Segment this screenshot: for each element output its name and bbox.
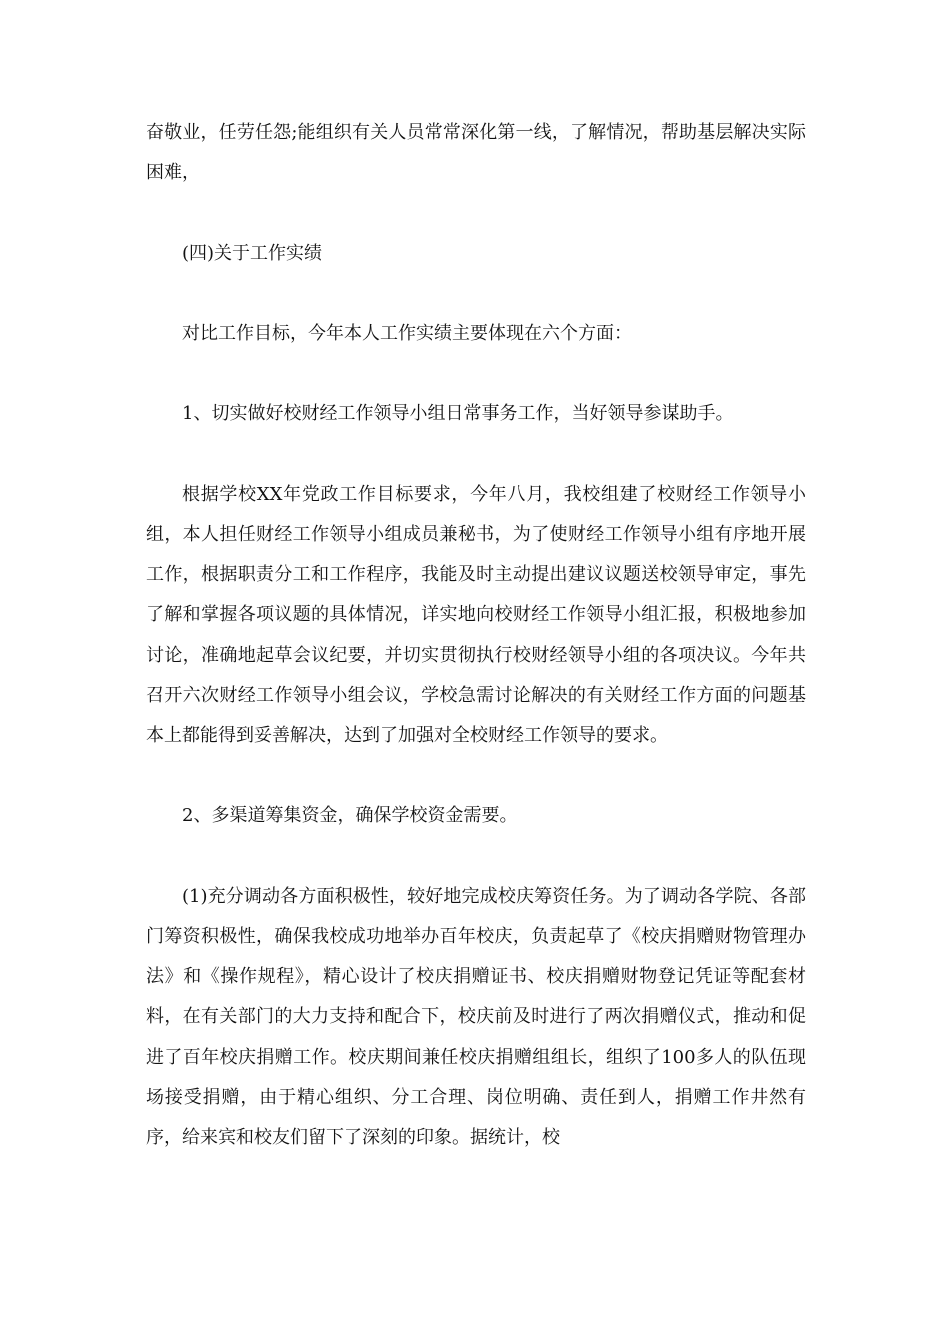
document-body (146, 113, 806, 1158)
item-heading-2: 2、多渠道筹集资金，确保学校资金需要。 (182, 805, 518, 827)
paragraph-body-1: 根据学校XX年党政工作目标要求，今年八月，我校组建了校财经工作领导小组，本人担任财经工作领导小组成员兼秘书，为了使财经工作领导小组有序地开展工作，根据职责分工和工作程序，我能及时主动提出建议议题送校领导审定，事先了解和掌握各项议题的具体情况，详实地向校财经工作领导小组汇报，积极地参加讨论，准确地起草会议纪要，并切实贯彻执行校财经领导小组的各项决议。今年共召开六次财经工作领导小组会议，学校急需讨论解决的有关财经工作方面的问题基本上都能得到妥善解决，达到了加强对全校财经工作领导的要求。 (146, 483, 806, 746)
item-heading-1: 1、切实做好校财经工作领导小组日常事务工作，当好领导参谋助手。 (182, 403, 734, 425)
paragraph-intro: 对比工作目标，今年本人工作实绩主要体现在六个方面： (182, 322, 632, 344)
paragraph-gap (146, 756, 806, 796)
paragraph-gap (146, 435, 806, 475)
section-heading: (四)关于工作实绩 (182, 242, 323, 264)
paragraph-gap (146, 837, 806, 877)
paragraph-body-2: (1)充分调动各方面积极性，较好地完成校庆筹资任务。为了调动各学院、各部门筹资积极性，确保我校成功地举办百年校庆，负责起草了《校庆捐赠财物管理办法》和《操作规程》，精心设计了校庆捐赠证书、校庆捐赠财物登记凭证等配套材料，在有关部门的大力支持和配合下，校庆前及时进行了两次捐赠仪式，推动和促进了百年校庆捐赠工作。校庆期间兼任校庆捐赠组组长，组织了100多人的队伍现场接受捐赠，由于精心组织、分工合理、岗位明确、责任到人，捐赠工作井然有序，给来宾和校友们留下了深刻的印象。据统计，校 (146, 885, 806, 1148)
paragraph-gap (146, 354, 806, 394)
paragraph-gap (146, 274, 806, 314)
paragraph-gap (146, 193, 806, 233)
paragraph-continuation: 奋敬业，任劳任怨;能组织有关人员常常深化第一线，了解情况，帮助基层解决实际困难， (146, 122, 806, 184)
